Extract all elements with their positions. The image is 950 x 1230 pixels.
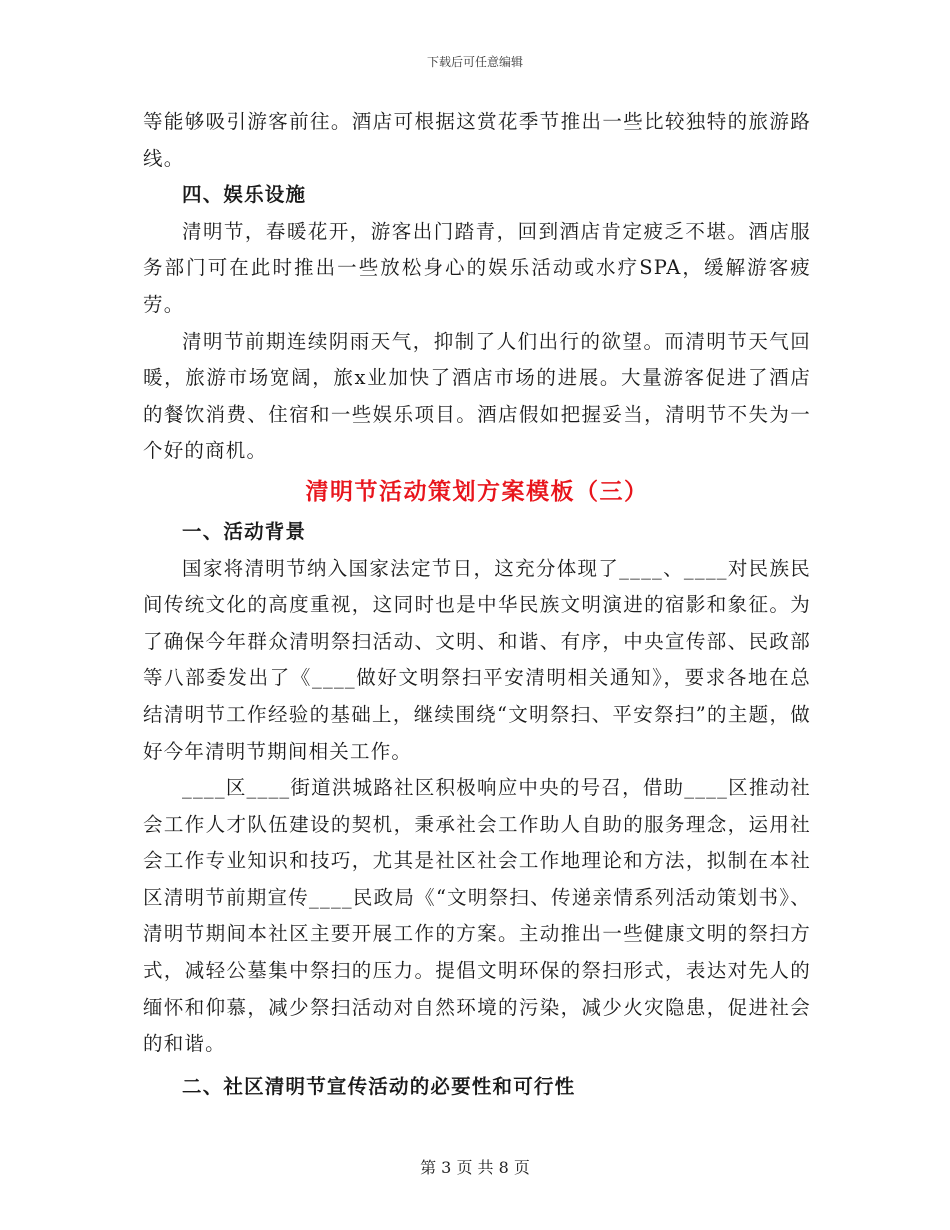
paragraph-spa: 清明节，春暖花开，游客出门踏青，回到酒店肯定疲乏不堪。酒店服务部门可在此时推出一些放松身心的娱乐活动或水疗SPA，缓解游客疲劳。 [143,219,811,316]
paragraph-travel-routes: 等能够吸引游客前往。酒店可根据这赏花季节推出一些比较独特的旅游路线。 [143,110,811,170]
heading-entertainment: 四、娱乐设施 [182,183,307,207]
document-body [143,104,811,1105]
heading-background: 一、活动背景 [182,519,307,543]
paragraph-national-holiday: 国家将清明节纳入国家法定节日，这充分体现了____、____对民族民间传统文化的高度重视，这同时也是中华民族文明演进的宿影和象征。为了确保今年群众清明祭扫活动、文明、和谐、有序，中央宣传部、民政部等八部委发出了《____做好文明祭扫平安清明相关通知》，要求各地在总结清明节工作经验的基础上，继续围绕“文明祭扫、平安祭扫”的主题，做好今年清明节期间相关工作。 [143,556,811,763]
header-note: 下载后可任意编辑 [426,55,523,69]
heading-necessity: 二、社区清明节宣传活动的必要性和可行性 [182,1074,576,1098]
section-title: 清明节活动策划方案模板（三） [305,477,649,505]
page-number: 第 3 页 共 8 页 [420,1158,530,1177]
paragraph-business-opportunity: 清明节前期连续阴雨天气，抑制了人们出行的欲望。而清明节天气回暖，旅游市场宽阔，旅x业加快了酒店市场的进展。大量游客促进了酒店的餐饮消费、住宿和一些娱乐项目。酒店假如把握妥当，清明节不失为一个好的商机。 [143,329,811,463]
paragraph-community-plan: ____区____街道洪城路社区积极响应中央的号召，借助____区推动社会工作人才队伍建设的契机，秉承社会工作助人自助的服务理念，运用社会工作专业知识和技巧，尤其是社区社会工作地理论和方法，拟制在本社区清明节前期宣传____民政局《“文明祭扫、传递亲情系列活动策划书》、清明节期间本社区主要开展工作的方案。主动推出一些健康文明的祭扫方式，减轻公墓集中祭扫的压力。提倡文明环保的祭扫形式，表达对先人的缅怀和仰慕，减少祭扫活动对自然环境的污染，减少火灾隐患，促进社会的和谐。 [143,776,811,1056]
